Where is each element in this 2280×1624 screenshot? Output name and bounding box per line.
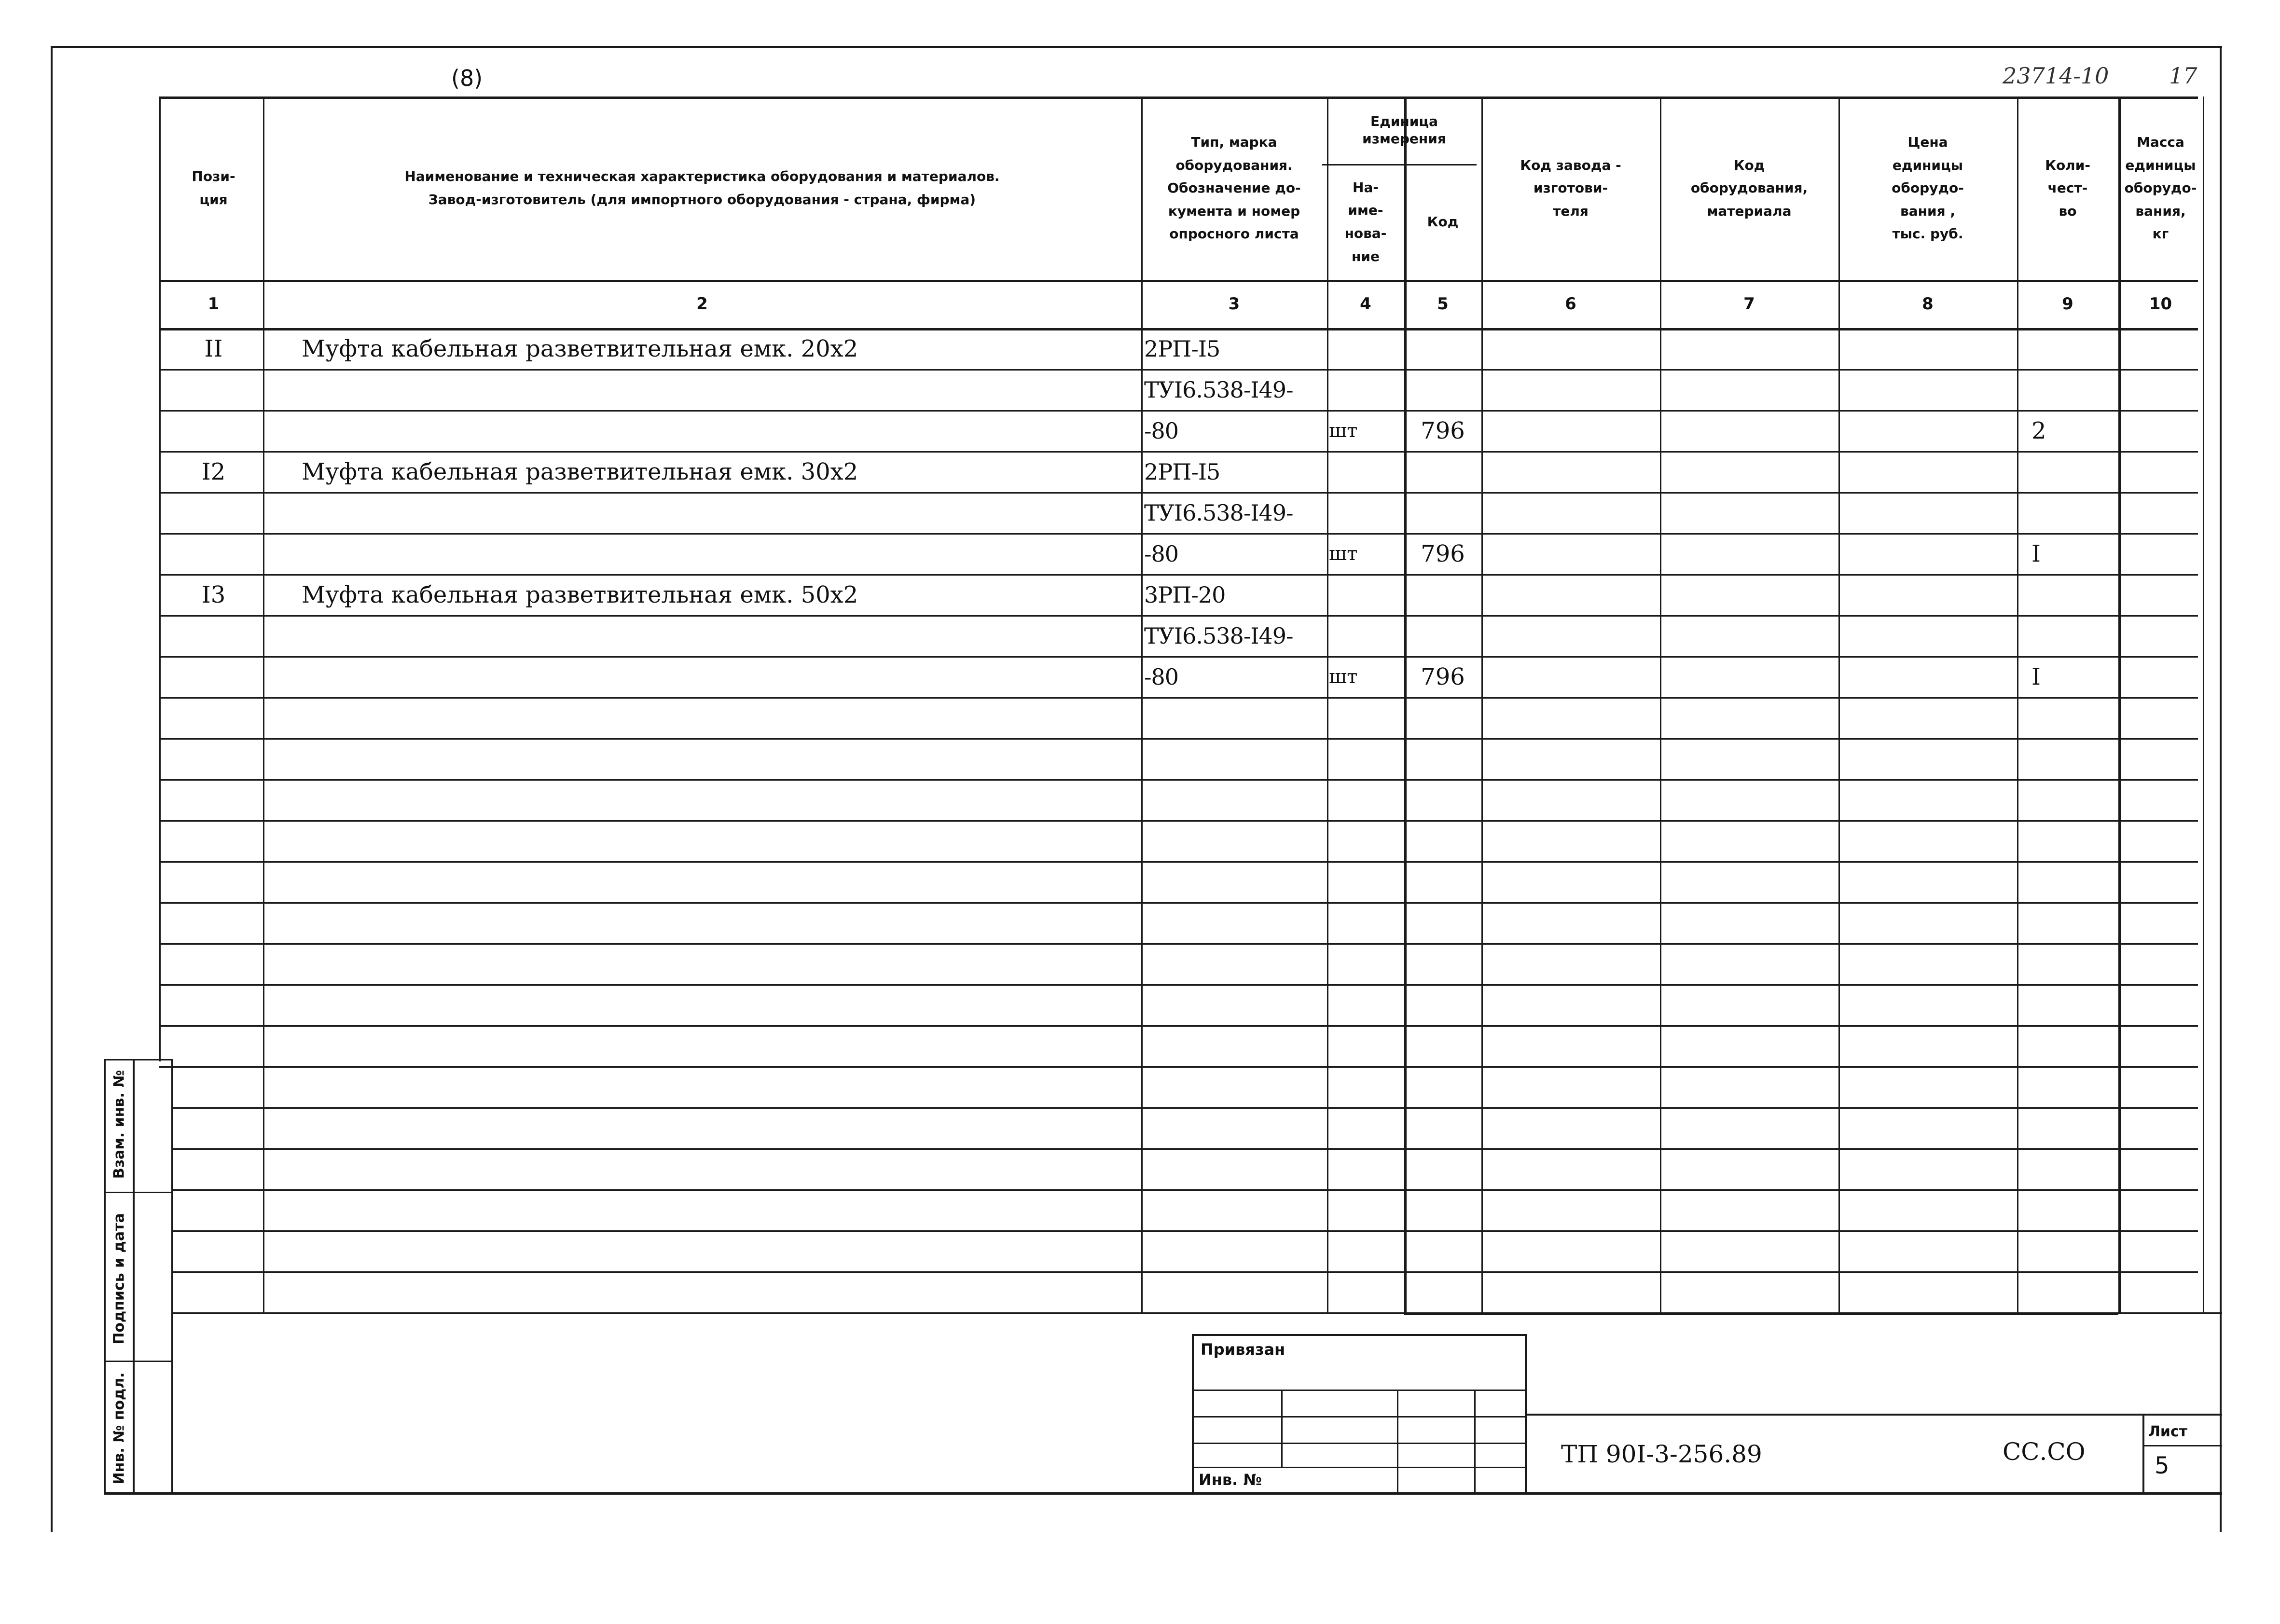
row-unit: шт <box>1329 419 1358 442</box>
grid-h-row <box>171 1107 2198 1109</box>
side-stamp-inv-podl: Инв. № подл. <box>111 1372 128 1485</box>
row-quantity: I <box>2031 663 2041 690</box>
stamp-line-bottom-table <box>171 1312 2222 1314</box>
row-type: -80 <box>1144 417 1179 444</box>
grid-h-row <box>171 1271 2198 1273</box>
row-type: ТУI6.538-I49- <box>1144 376 1293 403</box>
column-number-4: 4 <box>1360 294 1371 314</box>
corner-number: 17 <box>2169 63 2197 89</box>
column-header-9: Коли- чест- во <box>2045 157 2090 219</box>
grid-h-row <box>159 861 2198 863</box>
row-quantity: 2 <box>2031 417 2046 444</box>
tb-v1 <box>1281 1390 1283 1467</box>
column-header-7: Код оборудования, материала <box>1690 157 1808 219</box>
sheet-number: 5 <box>2155 1452 2169 1479</box>
grid-h-row <box>159 902 2198 904</box>
row-position: II <box>204 335 223 362</box>
column-header-8: Цена единицы оборудо- вания , тыс. руб. <box>1892 134 1964 242</box>
column-header-6: Код завода - изготови- теля <box>1520 157 1621 219</box>
column-header-1: Пози- ция <box>192 168 235 207</box>
tb-v3 <box>1474 1390 1476 1493</box>
row-quantity: I <box>2031 540 2041 567</box>
row-unit-code: 796 <box>1421 540 1465 567</box>
column-number-5: 5 <box>1437 294 1449 314</box>
grid-h-row <box>159 697 2198 699</box>
grid-v-col <box>2203 96 2204 1312</box>
tb-box-top <box>1192 1334 1525 1336</box>
column-header-5: Код <box>1427 214 1459 230</box>
column-number-6: 6 <box>1565 294 1576 314</box>
column-number-8: 8 <box>1922 294 1934 314</box>
sheet-marker: (8) <box>451 65 483 91</box>
frame-top <box>51 46 2222 48</box>
frame-left <box>51 46 53 1532</box>
frame-right <box>2220 46 2222 1532</box>
column-header-10: Масса единицы оборудо- вания, кг <box>2124 134 2197 242</box>
row-type: 2РП-I5 <box>1144 335 1220 362</box>
sheet-label: Лист <box>2148 1423 2188 1440</box>
doc-mark: СС.СО <box>2003 1438 2086 1466</box>
tb-sheet-div <box>2142 1445 2222 1446</box>
row-unit-code: 796 <box>1421 417 1465 444</box>
tb-main-top <box>1525 1414 2222 1416</box>
row-type: 2РП-I5 <box>1144 458 1220 485</box>
grid-h-row <box>159 984 2198 986</box>
grid-h-row <box>171 1189 2198 1191</box>
grid-h-row <box>159 1066 2198 1068</box>
grid-h-row <box>171 1148 2198 1150</box>
row-type: ТУI6.538-I49- <box>1144 499 1293 526</box>
row-unit: шт <box>1329 665 1358 688</box>
privyazan-label: Привязан <box>1201 1340 1285 1359</box>
handwritten-code: 23714-10 <box>2003 63 2109 89</box>
row-type: ТУI6.538-I49- <box>1144 622 1293 649</box>
stamp-bottom <box>104 1492 2222 1495</box>
row-name: Муфта кабельная разветвительная емк. 30х2 <box>302 458 858 485</box>
stamp-right <box>171 1059 173 1493</box>
row-position: I2 <box>201 458 226 485</box>
row-unit-code: 796 <box>1421 663 1465 690</box>
grid-h-row <box>159 943 2198 945</box>
grid-h-row <box>159 779 2198 781</box>
row-type: 3РП-20 <box>1144 581 1226 608</box>
grid-h-row <box>171 1230 2198 1232</box>
row-position: I3 <box>201 581 226 608</box>
column-number-2: 2 <box>696 294 708 314</box>
row-type: -80 <box>1144 663 1179 690</box>
column-header-2: Наименование и техническая характеристика оборудования и материалов. Завод-изготовитель (для импортного оборудования - страна, фирма) <box>404 168 1000 207</box>
stamp-div2 <box>104 1361 171 1362</box>
row-type: -80 <box>1144 540 1179 567</box>
doc-code: ТП 90I-3-256.89 <box>1561 1440 1762 1468</box>
column-header-4: На- име- нова- ние <box>1344 179 1387 264</box>
column-number-1: 1 <box>207 294 220 314</box>
stamp-div1 <box>104 1192 171 1193</box>
side-stamp-vzam: Взам. инв. № <box>111 1070 128 1179</box>
tb-v2 <box>1397 1390 1398 1493</box>
tb-box-left <box>1192 1334 1194 1493</box>
inv-no-label: Инв. № <box>1199 1471 1262 1489</box>
column-number-9: 9 <box>2062 294 2073 314</box>
row-name: Муфта кабельная разветвительная емк. 50х2 <box>302 581 858 608</box>
tb-sheet-left <box>2142 1414 2144 1493</box>
grid-h-row <box>159 738 2198 740</box>
row-unit: шт <box>1329 542 1358 565</box>
column-number-10: 10 <box>2149 294 2172 314</box>
grid-v-col <box>159 96 161 1061</box>
column-number-3: 3 <box>1228 294 1240 314</box>
grid-h-row <box>159 820 2198 822</box>
column-number-7: 7 <box>1743 294 1755 314</box>
row-name: Муфта кабельная разветвительная емк. 20х2 <box>302 335 858 362</box>
unit-group-header: Единица измерения <box>1362 113 1446 147</box>
side-stamp-podpis: Подпись и дата <box>111 1212 128 1345</box>
column-header-3: Тип, марка оборудования. Обозначение до- кумента и номер опросного листа <box>1167 134 1301 242</box>
grid-h-row <box>159 1025 2198 1027</box>
